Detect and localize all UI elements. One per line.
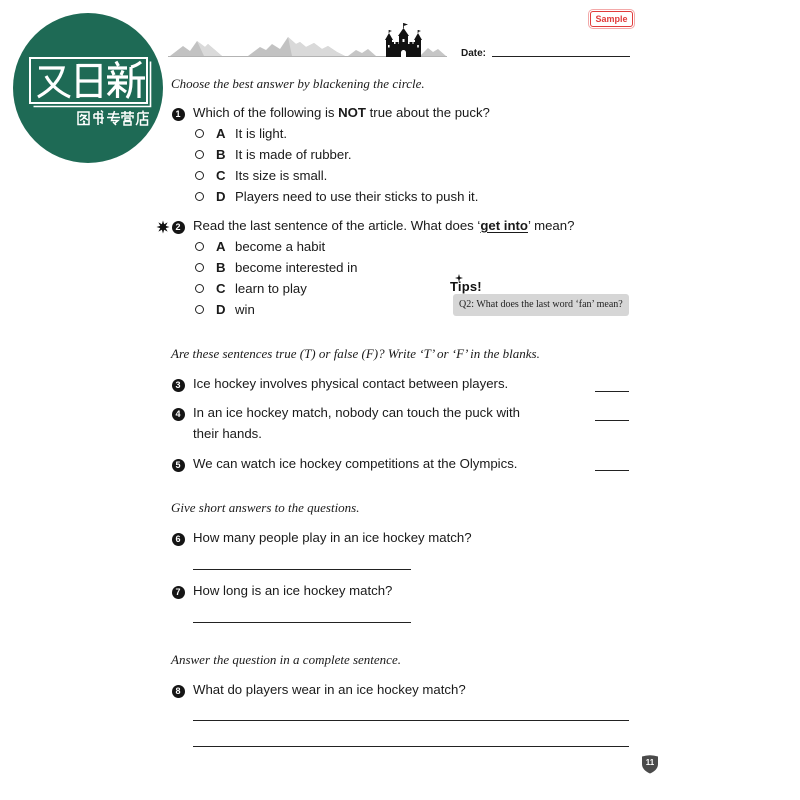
answer-circle-1d: [195, 192, 204, 201]
question-2-text: [193, 218, 574, 234]
question-number-2: 2: [172, 221, 185, 234]
option-letter-1a: A: [216, 126, 226, 141]
instruction-complete-sentence: Answer the question in a complete sentence.: [171, 652, 401, 667]
answer-circle-2d: [195, 305, 204, 314]
date-line: [492, 56, 630, 57]
answer-circle-2b: [195, 263, 204, 272]
option-letter-2a: A: [216, 239, 226, 254]
question-4-text-line-1: In an ice hockey match, nobody can touch the puck with: [193, 405, 520, 420]
option-text-2a: become a habit: [235, 239, 326, 254]
header-decoration: [165, 22, 450, 60]
answer-line-8b: [193, 746, 629, 747]
answer-blank-3: [595, 391, 629, 392]
answer-circle-1c: [195, 171, 204, 180]
option-text-2d: win: [235, 302, 255, 317]
question-number-5: 5: [172, 459, 185, 472]
question-3-text: Ice hockey involves physical contact between players.: [193, 376, 509, 391]
option-letter-1b: B: [216, 147, 226, 162]
tips-box: [453, 294, 629, 316]
answer-line-6: [193, 569, 411, 570]
option-text-2b: become interested in: [235, 260, 358, 275]
page-number: 11: [645, 758, 655, 767]
instruction-true-false: Are these sentences true (T) or false (F)? Write ‘T’ or ‘F’ in the blanks.: [171, 346, 540, 361]
option-text-1b: It is made of rubber.: [235, 147, 352, 162]
question-2-emphasis: get into: [480, 218, 528, 233]
answer-circle-1a: [195, 129, 204, 138]
store-watermark: [13, 13, 163, 163]
question-number-4: 4: [172, 408, 185, 421]
question-5-text: We can watch ice hockey competitions at the Olympics.: [193, 456, 518, 471]
question-number-3: 3: [172, 379, 185, 392]
question-8-text: What do players wear in an ice hockey match?: [193, 682, 466, 697]
tips-title: Tips!: [450, 279, 482, 294]
option-letter-2d: D: [216, 302, 226, 317]
answer-line-7: [193, 622, 411, 623]
question-2-text-after: ’ mean?: [527, 218, 575, 233]
question-4-text-line-2: their hands.: [193, 426, 262, 441]
question-1-text: [193, 105, 490, 121]
option-letter-2b: B: [216, 260, 226, 275]
sample-badge: Sample: [590, 11, 633, 27]
instruction-multiple-choice: Choose the best answer by blackening the circle.: [171, 76, 425, 91]
question-number-1: 1: [172, 108, 185, 121]
answer-line-8a: [193, 720, 629, 721]
tips-text: Q2: What does the last word ‘fan’ mean?: [459, 299, 623, 310]
starburst-icon: [156, 220, 170, 234]
option-letter-2c: C: [216, 281, 226, 296]
option-letter-1d: D: [216, 189, 226, 204]
option-text-1d: Players need to use their sticks to push it.: [235, 189, 479, 204]
question-number-6: 6: [172, 533, 185, 546]
question-7-text: How long is an ice hockey match?: [193, 583, 393, 598]
castle-icon: [385, 23, 422, 57]
question-1-text-before: Which of the following is: [193, 105, 339, 120]
answer-circle-1b: [195, 150, 204, 159]
instruction-short-answer: Give short answers to the questions.: [171, 500, 360, 515]
question-number-7: 7: [172, 586, 185, 599]
question-2-text-before: Read the last sentence of the article. What does ‘: [193, 218, 481, 233]
question-1-text-after: true about the puck?: [365, 105, 490, 120]
answer-circle-2a: [195, 242, 204, 251]
answer-blank-5: [595, 470, 629, 471]
answer-blank-4: [595, 420, 629, 421]
page-number-badge: [641, 754, 659, 774]
option-text-2c: learn to play: [235, 281, 307, 296]
date-label: Date:: [461, 48, 487, 59]
answer-circle-2c: [195, 284, 204, 293]
question-number-8: 8: [172, 685, 185, 698]
option-letter-1c: C: [216, 168, 226, 183]
question-1-emphasis: NOT: [338, 105, 366, 120]
question-6-text: How many people play in an ice hockey match?: [193, 530, 472, 545]
option-text-1a: It is light.: [235, 126, 288, 141]
option-text-1c: Its size is small.: [235, 168, 328, 183]
